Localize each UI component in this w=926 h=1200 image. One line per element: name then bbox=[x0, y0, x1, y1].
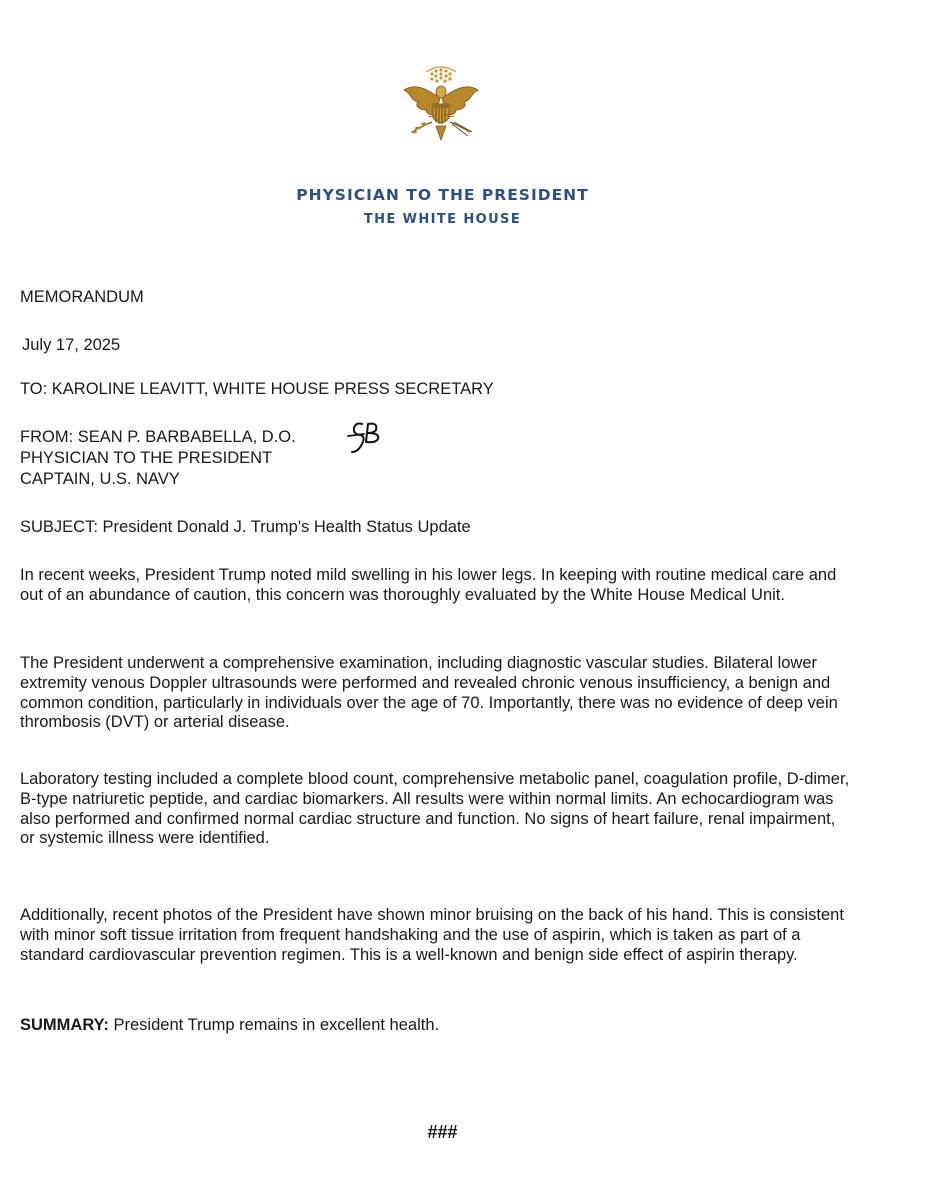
signature-initials-icon bbox=[346, 418, 388, 460]
summary-label: SUMMARY: bbox=[20, 1016, 109, 1034]
memo-date: July 17, 2025 bbox=[22, 336, 121, 354]
body-paragraph-2: The President underwent a comprehensive examination, including diagnostic vascular studies. Bilateral lower extremity venous Doppler ultrasounds were performed and revealed chronic venous insufficiency, a benign and common condition, particularly in individuals over the age of 70. Importantly, there was no evidence of deep vein thrombosis (DVT) or arterial disease. bbox=[20, 654, 838, 732]
end-mark: ### bbox=[427, 1122, 458, 1142]
letterhead-title: PHYSICIAN TO THE PRESIDENT bbox=[296, 186, 589, 204]
body-paragraph-1: In recent weeks, President Trump noted mild swelling in his lower legs. In keeping with routine medical care and out of an abundance of caution, this concern was thoroughly evaluated by the White House Medical Unit. bbox=[20, 566, 837, 604]
memo-from-rank: CAPTAIN, U.S. NAVY bbox=[20, 470, 180, 488]
body-paragraph-3: Laboratory testing included a complete blood count, comprehensive metabolic panel, coagulation profile, D-dimer, B-type natriuretic peptide, and cardiac biomarkers. All results were within normal limits. An echocardiogram was also performed and confirmed normal cardiac structure and function. No signs of heart failure, renal impairment, or systemic illness were identified. bbox=[20, 770, 850, 848]
memo-to: TO: KAROLINE LEAVITT, WHITE HOUSE PRESS SECRETARY bbox=[20, 380, 494, 398]
body-paragraph-4: Additionally, recent photos of the President have shown minor bruising on the back of his hand. This is consistent with minor soft tissue irritation from frequent handshaking and the use of aspirin, which is taken as part of a standard cardiovascular prevention regimen. This is a well-known and benign side effect of aspirin therapy. bbox=[20, 906, 844, 964]
memo-from-name: FROM: SEAN P. BARBABELLA, D.O. bbox=[20, 428, 296, 446]
summary-text: President Trump remains in excellent health. bbox=[113, 1016, 440, 1034]
presidential-seal-eagle-icon bbox=[396, 60, 486, 152]
memo-type: MEMORANDUM bbox=[20, 288, 144, 306]
summary bbox=[20, 1016, 439, 1036]
memo-subject: SUBJECT: President Donald J. Trump's Health Status Update bbox=[20, 518, 471, 536]
memo-from-title: PHYSICIAN TO THE PRESIDENT bbox=[20, 449, 273, 467]
letterhead-subtitle: THE WHITE HOUSE bbox=[363, 212, 522, 227]
